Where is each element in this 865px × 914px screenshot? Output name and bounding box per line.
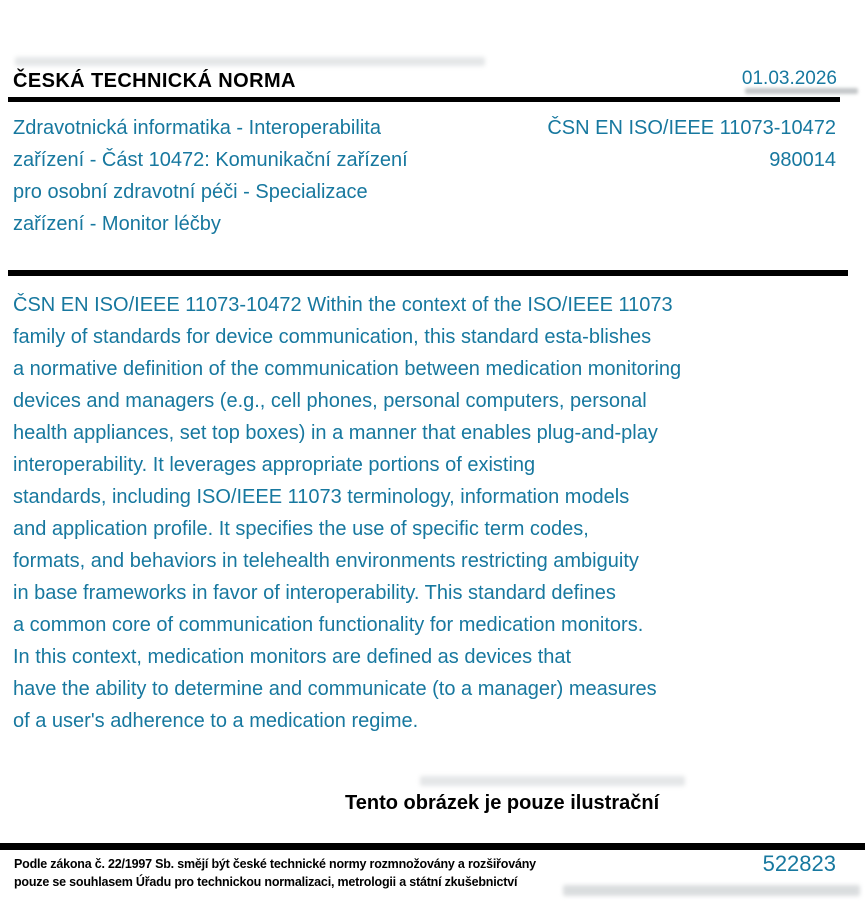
order-number: 522823 — [762, 851, 836, 876]
abstract-line: standards, including ISO/IEEE 11073 terminology, information models — [13, 486, 630, 508]
standard-title-line: zařízení - Monitor léčby — [13, 213, 221, 235]
ghost-artifact — [15, 57, 485, 66]
standard-title-line: zařízení - Část 10472: Komunikační zařízení — [13, 149, 408, 171]
abstract-line: devices and managers (e.g., cell phones, personal computers, personal — [13, 390, 647, 412]
abstract-line: In this context, medication monitors are defined as devices that — [13, 646, 572, 668]
standard-title — [13, 112, 408, 240]
legal-notice — [14, 856, 536, 891]
abstract-line: interoperability. It leverages appropriate portions of existing — [13, 454, 536, 476]
section-divider — [8, 270, 848, 276]
issue-date: 01.03.2026 — [741, 68, 837, 89]
standard-title-line: Zdravotnická informatika - Interoperabilita — [13, 117, 381, 139]
abstract-line: a common core of communication functionality for medication monitors. — [13, 614, 644, 636]
header-divider — [8, 97, 840, 102]
abstract-paragraph — [13, 289, 681, 737]
abstract-line: a normative definition of the communication between medication monitoring — [13, 358, 682, 380]
abstract-line: of a user's adherence to a medication regime. — [13, 710, 419, 732]
abstract-line: ČSN EN ISO/IEEE 11073-10472 Within the context of the ISO/IEEE 11073 — [13, 294, 673, 316]
class-number: 980014 — [769, 149, 836, 171]
abstract-line: in base frameworks in favor of interoperability. This standard defines — [13, 582, 616, 604]
illustration-note: Tento obrázek je pouze ilustrační — [345, 792, 660, 814]
abstract-line: health appliances, set top boxes) in a manner that enables plug-and-play — [13, 422, 658, 444]
ghost-artifact — [420, 776, 685, 786]
standard-title-line: pro osobní zdravotní péči - Specializace — [13, 181, 368, 203]
page-title: ČESKÁ TECHNICKÁ NORMA — [13, 70, 296, 92]
abstract-line: family of standards for device communication, this standard esta-blishes — [13, 326, 652, 348]
footer-divider — [0, 843, 865, 850]
standard-designation: ČSN EN ISO/IEEE 11073-10472 — [547, 117, 836, 139]
standard-identifiers — [547, 112, 836, 176]
ghost-artifact — [563, 885, 860, 896]
legal-notice-line: Podle zákona č. 22/1997 Sb. smějí být české technické normy rozmnožovány a rozšiřovány — [14, 857, 536, 871]
legal-notice-line: pouze se souhlasem Úřadu pro technickou normalizaci, metrologii a státní zkušebnictví — [14, 874, 518, 889]
abstract-line: have the ability to determine and communicate (to a manager) measures — [13, 678, 657, 700]
abstract-line: formats, and behaviors in telehealth environments restricting ambiguity — [13, 550, 639, 572]
abstract-line: and application profile. It specifies the use of specific term codes, — [13, 518, 589, 540]
